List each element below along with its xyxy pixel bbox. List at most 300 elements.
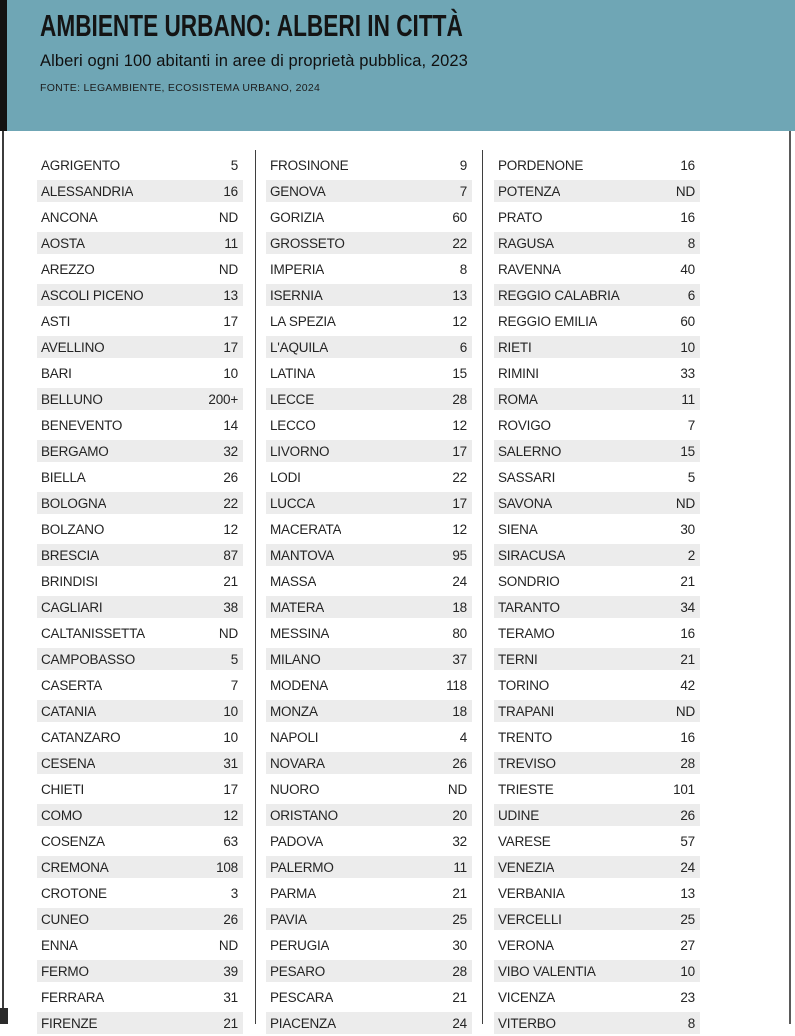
table-row <box>37 334 243 360</box>
city-value: 57 <box>680 833 695 849</box>
city-value: 2 <box>687 547 695 563</box>
city-name: TERAMO <box>498 625 555 641</box>
city-name: ISERNIA <box>270 287 323 303</box>
city-value: 16 <box>680 157 695 173</box>
city-name: CASERTA <box>41 677 103 693</box>
city-value: 6 <box>687 287 695 303</box>
city-value: 38 <box>223 599 238 615</box>
city-name: MANTOVA <box>270 547 335 563</box>
table-row <box>266 776 472 802</box>
table-row <box>266 750 472 776</box>
city-value: 11 <box>681 391 695 407</box>
table-row <box>494 308 700 334</box>
table-row <box>494 906 700 932</box>
table-row <box>494 854 700 880</box>
city-name: FIRENZE <box>41 1015 98 1031</box>
city-name: VICENZA <box>498 989 556 1005</box>
city-value: ND <box>447 781 467 797</box>
table-row <box>266 906 472 932</box>
table-row <box>37 282 243 308</box>
city-value: 15 <box>452 365 467 381</box>
city-value: 10 <box>680 339 695 355</box>
city-value: 7 <box>230 677 238 693</box>
city-value: 10 <box>680 963 695 979</box>
table-row <box>37 360 243 386</box>
table-row <box>494 646 700 672</box>
city-name: SALERNO <box>498 443 562 459</box>
city-value: 21 <box>452 989 467 1005</box>
city-value: 20 <box>452 807 467 823</box>
city-name: SAVONA <box>498 495 553 511</box>
city-value: 60 <box>680 313 695 329</box>
city-name: CATANZARO <box>41 729 121 745</box>
table-row <box>37 880 243 906</box>
city-name: TERNI <box>498 651 538 667</box>
table-row <box>266 594 472 620</box>
city-name: REGGIO EMILIA <box>498 313 598 329</box>
city-name: ANCONA <box>41 209 98 225</box>
page-subtitle: Alberi ogni 100 abitanti in aree di proprietà pubblica, 2023 <box>40 52 468 70</box>
city-name: MACERATA <box>270 521 342 537</box>
city-value: 5 <box>230 651 238 667</box>
city-name: LUCCA <box>270 495 315 511</box>
table-row <box>494 542 700 568</box>
city-name: ALESSANDRIA <box>41 183 134 199</box>
city-name: VERONA <box>498 937 554 953</box>
city-value: 7 <box>687 417 695 433</box>
city-name: PESARO <box>270 963 326 979</box>
table-row <box>37 932 243 958</box>
city-value: 22 <box>223 495 238 511</box>
city-value: 31 <box>223 755 238 771</box>
table-row <box>494 828 700 854</box>
table-row <box>37 750 243 776</box>
city-value: 42 <box>680 677 695 693</box>
city-name: LECCO <box>270 417 316 433</box>
city-value: 87 <box>223 547 238 563</box>
city-name: CATANIA <box>41 703 97 719</box>
city-name: BIELLA <box>41 469 86 485</box>
city-value: 14 <box>223 417 238 433</box>
city-value: 23 <box>680 989 695 1005</box>
city-name: TORINO <box>498 677 550 693</box>
city-value: 7 <box>459 183 467 199</box>
city-value: 40 <box>680 261 695 277</box>
table-row <box>494 230 700 256</box>
table-row <box>494 932 700 958</box>
city-value: ND <box>218 209 238 225</box>
city-value: 16 <box>680 625 695 641</box>
table-row <box>266 412 472 438</box>
city-value: 37 <box>452 651 467 667</box>
city-value: 108 <box>216 859 238 875</box>
city-name: RIETI <box>498 339 532 355</box>
city-value: 10 <box>223 365 238 381</box>
table-row <box>494 386 700 412</box>
city-value: 80 <box>452 625 467 641</box>
city-value: 17 <box>452 443 467 459</box>
city-value: 12 <box>452 417 467 433</box>
table-row <box>494 204 700 230</box>
table-row <box>494 620 700 646</box>
city-name: IMPERIA <box>270 261 325 277</box>
city-value: 5 <box>687 469 695 485</box>
table-row <box>266 620 472 646</box>
page-edge-shadow <box>0 0 7 131</box>
city-value: 24 <box>452 573 467 589</box>
city-name: MASSA <box>270 573 317 589</box>
city-value: 24 <box>452 1015 467 1031</box>
city-value: 118 <box>446 677 467 693</box>
city-value: 12 <box>452 313 467 329</box>
city-name: GORIZIA <box>270 209 325 225</box>
city-name: ORISTANO <box>270 807 338 823</box>
table-row <box>266 828 472 854</box>
table-row <box>266 854 472 880</box>
city-name: PALERMO <box>270 859 334 875</box>
table-row <box>494 750 700 776</box>
city-value: 25 <box>680 911 695 927</box>
table-row <box>266 230 472 256</box>
table-row <box>37 308 243 334</box>
table-row <box>266 646 472 672</box>
city-value: 21 <box>452 885 467 901</box>
city-name: VERBANIA <box>498 885 565 901</box>
city-name: ENNA <box>41 937 78 953</box>
table-row <box>37 438 243 464</box>
table-row <box>494 360 700 386</box>
city-name: POTENZA <box>498 183 561 199</box>
table-row <box>266 204 472 230</box>
table-row <box>266 516 472 542</box>
city-value: ND <box>675 495 695 511</box>
table-row <box>266 802 472 828</box>
city-value: 95 <box>452 547 467 563</box>
city-name: LATINA <box>270 365 316 381</box>
city-name: PESCARA <box>270 989 334 1005</box>
table-row <box>37 672 243 698</box>
city-value: 31 <box>223 989 238 1005</box>
city-value: 12 <box>223 807 238 823</box>
city-name: CHIETI <box>41 781 85 797</box>
table-row <box>37 204 243 230</box>
table-row <box>494 490 700 516</box>
table-row <box>494 594 700 620</box>
city-name: PERUGIA <box>270 937 330 953</box>
table-row <box>494 282 700 308</box>
city-value: 13 <box>223 287 238 303</box>
city-name: MODENA <box>270 677 329 693</box>
city-value: 22 <box>452 235 467 251</box>
city-name: SIRACUSA <box>498 547 566 563</box>
city-name: RAGUSA <box>498 235 554 251</box>
city-name: NOVARA <box>270 755 325 771</box>
city-name: UDINE <box>498 807 540 823</box>
table-row <box>37 620 243 646</box>
table-row <box>494 958 700 984</box>
table-row <box>37 854 243 880</box>
city-value: 200+ <box>208 391 238 407</box>
city-value: ND <box>675 703 695 719</box>
city-name: REGGIO CALABRIA <box>498 287 620 303</box>
table-row <box>37 464 243 490</box>
table-row <box>494 776 700 802</box>
city-value: 11 <box>224 235 238 251</box>
city-value: 21 <box>223 573 238 589</box>
table-row <box>37 256 243 282</box>
city-name: VITERBO <box>498 1015 556 1031</box>
city-value: 6 <box>459 339 467 355</box>
city-name: LA SPEZIA <box>270 313 336 329</box>
city-name: LODI <box>270 469 301 485</box>
city-name: VERCELLI <box>498 911 562 927</box>
city-value: 39 <box>223 963 238 979</box>
city-name: MONZA <box>270 703 318 719</box>
city-name: BOLOGNA <box>41 495 107 511</box>
city-name: AGRIGENTO <box>41 157 120 173</box>
city-name: CREMONA <box>41 859 109 875</box>
table-row <box>494 334 700 360</box>
city-name: FROSINONE <box>270 157 349 173</box>
table-row <box>494 152 700 178</box>
city-value: 8 <box>687 235 695 251</box>
city-name: COMO <box>41 807 83 823</box>
table-row <box>37 958 243 984</box>
city-value: 60 <box>452 209 467 225</box>
table-column-3 <box>494 152 700 1036</box>
city-name: CESENA <box>41 755 96 771</box>
city-name: MESSINA <box>270 625 330 641</box>
table-row <box>37 516 243 542</box>
city-value: 32 <box>223 443 238 459</box>
table-row <box>37 906 243 932</box>
table-column-2 <box>266 152 472 1036</box>
table-row <box>37 698 243 724</box>
city-value: 26 <box>680 807 695 823</box>
page-title: AMBIENTE URBANO: ALBERI IN CITTÀ <box>40 8 463 43</box>
city-value: 21 <box>680 573 695 589</box>
table-row <box>494 256 700 282</box>
city-name: SIENA <box>498 521 538 537</box>
city-value: 16 <box>680 729 695 745</box>
city-name: MATERA <box>270 599 325 615</box>
city-value: 24 <box>680 859 695 875</box>
city-name: AREZZO <box>41 261 95 277</box>
table-row <box>37 490 243 516</box>
table-row <box>266 568 472 594</box>
city-value: 18 <box>452 703 467 719</box>
city-value: 17 <box>223 781 238 797</box>
city-value: ND <box>218 261 238 277</box>
city-name: NAPOLI <box>270 729 319 745</box>
city-name: TRENTO <box>498 729 553 745</box>
city-name: CROTONE <box>41 885 107 901</box>
city-value: 8 <box>459 261 467 277</box>
city-name: GROSSETO <box>270 235 345 251</box>
city-name: TARANTO <box>498 599 560 615</box>
page-corner-shadow <box>0 1008 8 1024</box>
table-row <box>266 880 472 906</box>
table-row <box>494 178 700 204</box>
city-name: PADOVA <box>270 833 324 849</box>
city-value: 12 <box>452 521 467 537</box>
table-row <box>266 256 472 282</box>
city-name: AOSTA <box>41 235 85 251</box>
table-row <box>494 516 700 542</box>
table-row <box>266 958 472 984</box>
city-name: CUNEO <box>41 911 89 927</box>
table-row <box>266 360 472 386</box>
city-value: 3 <box>230 885 238 901</box>
city-value: 63 <box>223 833 238 849</box>
city-name: TRIESTE <box>498 781 554 797</box>
city-name: PRATO <box>498 209 543 225</box>
city-name: ASTI <box>41 313 71 329</box>
city-value: 28 <box>452 391 467 407</box>
column-divider <box>482 150 483 1024</box>
header-band <box>7 0 795 131</box>
table-row <box>494 984 700 1010</box>
city-value: 16 <box>223 183 238 199</box>
table-row <box>37 802 243 828</box>
city-name: VENEZIA <box>498 859 555 875</box>
table-row <box>37 646 243 672</box>
city-name: CALTANISSETTA <box>41 625 145 641</box>
city-value: 25 <box>452 911 467 927</box>
city-value: 22 <box>452 469 467 485</box>
table-row <box>494 464 700 490</box>
table-row <box>266 984 472 1010</box>
table-row <box>37 776 243 802</box>
city-value: 28 <box>680 755 695 771</box>
city-name: ROMA <box>498 391 538 407</box>
table-row <box>494 672 700 698</box>
city-value: 26 <box>223 469 238 485</box>
table-row <box>266 308 472 334</box>
table-row <box>266 724 472 750</box>
city-value: 26 <box>452 755 467 771</box>
table-row <box>37 984 243 1010</box>
column-divider <box>255 150 256 1024</box>
city-value: 28 <box>452 963 467 979</box>
city-name: SASSARI <box>498 469 556 485</box>
table-row <box>37 1010 243 1036</box>
table-row <box>266 438 472 464</box>
city-name: BRINDISI <box>41 573 98 589</box>
city-name: PARMA <box>270 885 317 901</box>
city-value: 30 <box>680 521 695 537</box>
city-name: SONDRIO <box>498 573 560 589</box>
city-name: VIBO VALENTIA <box>498 963 596 979</box>
table-row <box>37 828 243 854</box>
table-row <box>37 152 243 178</box>
table-row <box>266 542 472 568</box>
city-name: VARESE <box>498 833 551 849</box>
city-value: 26 <box>223 911 238 927</box>
table-row <box>37 412 243 438</box>
table-row <box>37 542 243 568</box>
city-value: 16 <box>680 209 695 225</box>
city-value: 27 <box>680 937 695 953</box>
city-name: FERMO <box>41 963 89 979</box>
city-value: 32 <box>452 833 467 849</box>
city-name: LECCE <box>270 391 315 407</box>
table-row <box>266 490 472 516</box>
table-row <box>494 1010 700 1036</box>
table-row <box>266 672 472 698</box>
city-value: ND <box>218 625 238 641</box>
city-name: PAVIA <box>270 911 307 927</box>
city-value: 13 <box>680 885 695 901</box>
table-row <box>37 724 243 750</box>
city-value: 17 <box>452 495 467 511</box>
table-row <box>494 802 700 828</box>
table-row <box>494 698 700 724</box>
table-row <box>266 1010 472 1036</box>
city-name: PIACENZA <box>270 1015 336 1031</box>
city-name: CAGLIARI <box>41 599 103 615</box>
city-value: ND <box>218 937 238 953</box>
city-name: FERRARA <box>41 989 105 1005</box>
city-value: ND <box>675 183 695 199</box>
table-row <box>266 464 472 490</box>
city-name: PORDENONE <box>498 157 584 173</box>
source-note: FONTE: LEGAMBIENTE, ECOSISTEMA URBANO, 2024 <box>40 82 321 94</box>
city-value: 15 <box>680 443 695 459</box>
city-name: RAVENNA <box>498 261 561 277</box>
table-row <box>494 880 700 906</box>
page-edge-line <box>2 0 4 1024</box>
city-name: TREVISO <box>498 755 556 771</box>
table-row <box>37 230 243 256</box>
table-row <box>266 334 472 360</box>
table-row <box>494 438 700 464</box>
city-value: 34 <box>680 599 695 615</box>
page-edge-right-line <box>789 131 791 1024</box>
city-name: COSENZA <box>41 833 105 849</box>
city-name: BRESCIA <box>41 547 99 563</box>
city-name: ROVIGO <box>498 417 551 433</box>
city-value: 33 <box>680 365 695 381</box>
city-value: 101 <box>673 781 695 797</box>
city-name: BERGAMO <box>41 443 109 459</box>
table-column-1 <box>37 152 243 1036</box>
city-name: LIVORNO <box>270 443 330 459</box>
city-value: 5 <box>230 157 238 173</box>
table-row <box>266 698 472 724</box>
city-value: 18 <box>452 599 467 615</box>
city-name: BENEVENTO <box>41 417 123 433</box>
table-row <box>37 568 243 594</box>
city-name: MILANO <box>270 651 321 667</box>
city-value: 12 <box>223 521 238 537</box>
table-row <box>37 594 243 620</box>
city-name: GENOVA <box>270 183 326 199</box>
city-value: 17 <box>223 313 238 329</box>
table-row <box>266 152 472 178</box>
city-name: BELLUNO <box>41 391 103 407</box>
city-name: NUORO <box>270 781 320 797</box>
city-value: 8 <box>687 1015 695 1031</box>
table-row <box>266 282 472 308</box>
city-value: 13 <box>452 287 467 303</box>
city-name: AVELLINO <box>41 339 105 355</box>
city-value: 4 <box>459 729 467 745</box>
city-name: RIMINI <box>498 365 539 381</box>
table-row <box>266 178 472 204</box>
table-row <box>266 386 472 412</box>
city-name: TRAPANI <box>498 703 555 719</box>
